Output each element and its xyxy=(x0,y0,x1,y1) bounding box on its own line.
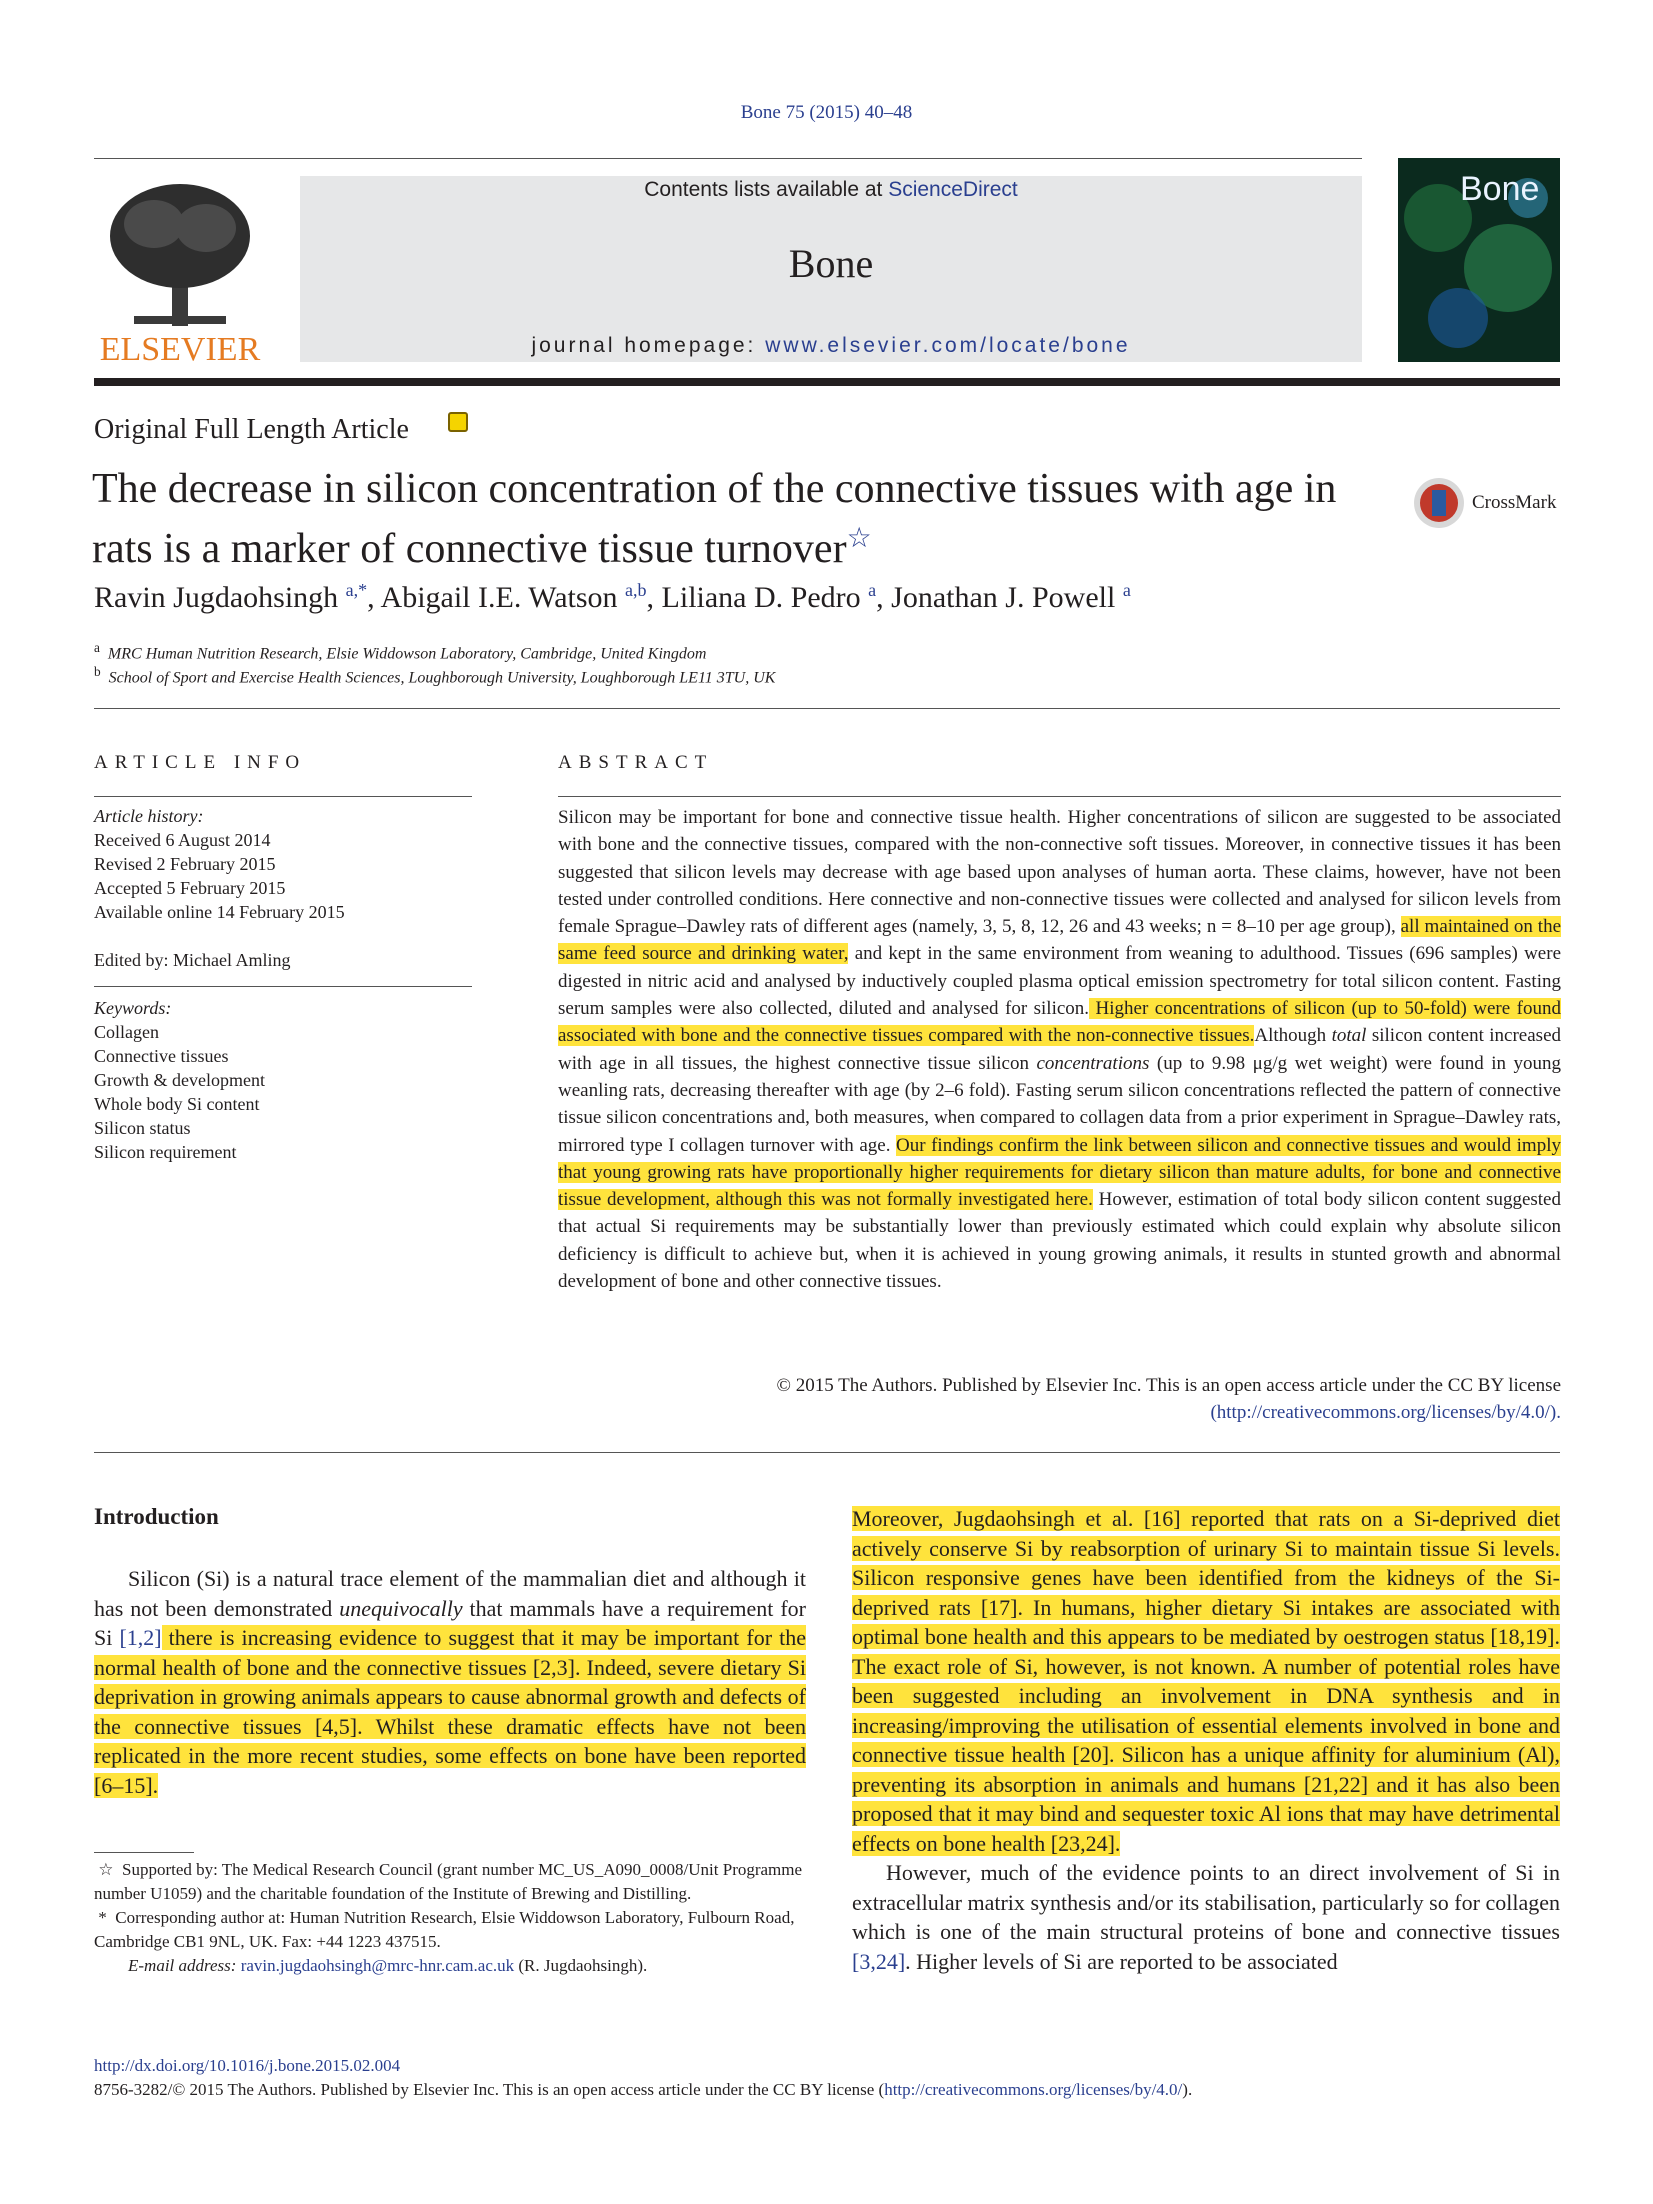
affiliation xyxy=(94,640,706,663)
edited-by: Edited by: Michael Amling xyxy=(94,950,291,970)
keyword: Connective tissues xyxy=(94,1046,229,1066)
author-affiliation-mark[interactable]: a xyxy=(1122,580,1131,600)
divider xyxy=(94,708,1560,709)
author-affiliation-mark[interactable]: a,b xyxy=(625,580,647,600)
abstract-emphasis: concentrations xyxy=(1036,1052,1150,1074)
elsevier-tree-logo xyxy=(94,176,266,366)
license-link[interactable]: (http://creativecommons.org/licenses/by/4.0/). xyxy=(1210,1402,1561,1423)
intro-left-column xyxy=(94,1564,806,1800)
elsevier-wordmark: ELSEVIER xyxy=(99,331,261,366)
author-name: Liliana D. Pedro xyxy=(661,581,861,614)
history-item: Revised 2 February 2015 xyxy=(94,854,276,874)
article-info-heading: ARTICLE INFO xyxy=(94,752,307,773)
intro-text: However, much of the evidence points to an direct involvement of Si in extracellular matrix synthesis and/or its stabilisation, particularly so for collagen which is one of the main structural proteins of bone and connective tissues xyxy=(852,1860,1560,1944)
history-item: Available online 14 February 2015 xyxy=(94,902,345,922)
article-title-text: The decrease in silicon concentration of the connective tissues with age in rats is a marker of connective tissue turnover xyxy=(92,466,1337,572)
title-star-icon[interactable]: ☆ xyxy=(846,523,872,554)
sciencedirect-link[interactable]: ScienceDirect xyxy=(888,178,1018,201)
abstract-part: Silicon may be important for bone and connective tissue health. Higher concentrations of silicon are suggested to be associated with bone and the connective tissues, compared with the non-connective soft tissues. Moreover, in connective tissues it has been suggested that silicon levels may decrease with age based upon analyses of human aorta. These claims, however, have not been tested under controlled conditions. Here connective and non-connective tissues were collected and analysed for silicon levels from female Sprague–Dawley rats of different ages (namely, 3, 5, 8, 12, 26 and 43 weeks; n = 8–10 per age group), xyxy=(558,807,1561,938)
intro-paragraph xyxy=(852,1858,1560,1976)
intro-text: . Higher levels of Si are reported to be associated xyxy=(905,1948,1338,1974)
intro-emphasis: unequivocally xyxy=(339,1595,463,1621)
author-name: Abigail I.E. Watson xyxy=(380,581,618,614)
cover-title: Bone xyxy=(1460,170,1540,208)
author-affiliation-mark[interactable]: a xyxy=(868,580,877,600)
history-label: Article history: xyxy=(94,806,204,826)
footnote-text: Supported by: The Medical Research Council (grant number MC_US_A090_0008/Unit Programme number U1059) and the charitable foundation of the Institute of Brewing and Distilling. xyxy=(94,1860,803,1903)
divider xyxy=(558,796,1561,797)
footnotes xyxy=(94,1858,806,1978)
intro-paragraph xyxy=(94,1564,806,1800)
abstract-copyright xyxy=(558,1372,1561,1426)
keywords xyxy=(94,996,265,1164)
divider xyxy=(94,796,472,797)
abstract-part: (up to 9.98 μg/g wet weight) were found in young weanling rats, decreasing thereafter with age (by 2–6 fold). Fasting serum silicon concentrations reflected the pattern of connective tissue silicon concentrations and, both measures, when compared to collagen data from a prior experiment in Sprague–Dawley rats, mirrored type I collagen turnover with age. xyxy=(558,1052,1561,1156)
keywords-label: Keywords: xyxy=(94,998,172,1018)
footnote-mark: ☆ xyxy=(98,1860,114,1879)
abstract-heading: ABSTRACT xyxy=(558,752,714,773)
author-list: Ravin Jugdaohsingh $^{a,*}$, Abigail I.E. Watson $^{a,b}$, Liliana D. Pedro $^a$, Jonathan J. Powell $^a$ xyxy=(94,580,1131,614)
footnote-rule xyxy=(94,1852,194,1853)
citation-link[interactable]: [1,2] xyxy=(119,1625,162,1650)
abstract-emphasis: total xyxy=(1331,1025,1367,1047)
footnote-mark: * xyxy=(98,1908,107,1927)
email-suffix: (R. Jugdaohsingh). xyxy=(514,1956,648,1975)
issn-end: ). xyxy=(1182,2080,1193,2099)
copyright-text: © 2015 The Authors. Published by Elsevier Inc. This is an open access article under the CC BY license xyxy=(776,1375,1561,1396)
intro-text: Silicon (Si) is a natural trace element of the mammalian diet and although it has not been demonstrated xyxy=(94,1566,806,1621)
affiliation xyxy=(94,664,775,687)
email-label: E-mail address: xyxy=(128,1956,237,1975)
keyword: Whole body Si content xyxy=(94,1094,260,1114)
author-name: Ravin Jugdaohsingh xyxy=(94,581,339,614)
abstract-part: However, estimation of total body silicon content suggested that actual Si requirements may be substantially lower than previously estimated which could explain why absolute silicon deficiency is difficult to achieve but, when it is achieved in young growing animals, it results in stunted growth and abnormal development of bone and other connective tissues. xyxy=(558,1189,1561,1293)
keyword: Silicon requirement xyxy=(94,1142,237,1162)
intro-text: that mammals have a requirement for Si xyxy=(94,1595,806,1650)
crossmark-label: CrossMark xyxy=(1472,492,1557,513)
funding-footnote xyxy=(94,1858,806,1906)
abstract-part: silicon content increased with age in all tissues, the highest connective tissue silicon xyxy=(558,1025,1561,1074)
intro-highlight[interactable]: there is increasing evidence to suggest that it may be important for the normal health of bone and the connective tissues [2,3]. Indeed, severe dietary Si deprivation in growing animals appears to cause abnormal growth and defects of the connective tissues [4,5]. Whilst these dramatic effects have not been replicated in the more recent studies, some effects on bone have been reported [6–15]. xyxy=(94,1625,806,1798)
footnote-text: Corresponding author at: Human Nutrition Research, Elsie Widdowson Laboratory, Fulbourn Road, Cambridge CB1 9NL, UK. Fax: +44 1223 437515. xyxy=(94,1908,795,1951)
issn-text: 8756-3282/© 2015 The Authors. Published by Elsevier Inc. This is an open access article under the CC BY license ( xyxy=(94,2080,885,2099)
journal-homepage xyxy=(300,334,1362,358)
divider xyxy=(94,986,472,987)
keyword: Silicon status xyxy=(94,1118,191,1138)
citation-link[interactable]: [3,24] xyxy=(852,1948,906,1974)
corresponding-footnote xyxy=(94,1906,806,1954)
abstract-highlight[interactable]: Our findings confirm the link between silicon and connective tissues and would imply that young growing rats have proportionally higher requirements for dietary silicon than mature adults, for bone and connective tissue development, although this was not formally investigated here. xyxy=(558,1134,1561,1211)
doi-link[interactable]: http://dx.doi.org/10.1016/j.bone.2015.02.004 xyxy=(94,2056,401,2075)
affiliation-text: MRC Human Nutrition Research, Elsie Widdowson Laboratory, Cambridge, United Kingdom xyxy=(107,645,707,663)
email-link[interactable]: ravin.jugdaohsingh@mrc-hnr.cam.ac.uk xyxy=(240,1956,515,1975)
affiliation-text: School of Sport and Exercise Health Sciences, Loughborough University, Loughborough LE11 3TU, UK xyxy=(108,669,776,687)
article-type: Original Full Length Article xyxy=(94,414,409,445)
author-name: Jonathan J. Powell xyxy=(891,581,1116,614)
divider xyxy=(94,1452,1560,1453)
abstract-highlight[interactable]: Higher concentrations of silicon (up to 50-fold) were found associated with bone and the connective tissues compared with the non-connective tissues. xyxy=(558,998,1562,1047)
history-item: Accepted 5 February 2015 xyxy=(94,878,286,898)
affiliation-mark: b xyxy=(94,664,101,679)
keyword: Growth & development xyxy=(94,1070,265,1090)
homepage-link[interactable]: www.elsevier.com/locate/bone xyxy=(765,334,1131,357)
history-item: Received 6 August 2014 xyxy=(94,830,271,850)
contents-prefix: Contents lists available at xyxy=(644,178,889,201)
journal-reference[interactable]: Bone 75 (2015) 40–48 xyxy=(740,102,913,123)
header-rule xyxy=(94,158,1362,159)
affiliation-mark: a xyxy=(94,640,100,655)
article-history xyxy=(94,804,345,972)
abstract-highlight[interactable]: all maintained on the same feed source and drinking water, xyxy=(558,916,1561,965)
keyword: Collagen xyxy=(94,1022,159,1042)
intro-paragraph xyxy=(852,1504,1560,1858)
contents-line xyxy=(300,178,1362,202)
abstract-part: Although xyxy=(1254,1025,1332,1047)
header-thick-rule xyxy=(94,378,1560,386)
journal-name: Bone xyxy=(788,241,874,286)
intro-highlight[interactable]: Moreover, Jugdaohsingh et al. [16] reported that rats on a Si-deprived diet actively conserve Si by reabsorption of urinary Si to maintain tissue Si levels. Silicon responsive genes have been identified from the kidneys of the Si-deprived rats [17]. In humans, higher dietary Si intakes are associated with optimal bone health and this appears to be mediated by oestrogen status [18,19]. The exact role of Si, however, is not known. A number of potential roles have been suggested including an involvement in DNA synthesis and in increasing/improving the utilisation of essential elements involved in bone and connective tissue health [20]. Silicon has a unique affinity for aluminium (Al), preventing its absorption in animals and humans [21,22] and it has also been proposed that it may bind and sequester toxic Al ions that may have detrimental effects on bone health [23,24]. xyxy=(852,1506,1560,1856)
intro-right-column xyxy=(852,1504,1560,1976)
homepage-prefix: journal homepage: xyxy=(531,334,766,357)
abstract-text xyxy=(558,804,1561,1295)
abstract-part: and kept in the same environment from weaning to adulthood. Tissues (696 samples) were digested in nitric acid and analysed by inductively coupled plasma optical emission spectrometry for total silicon content. Fasting serum samples were also collected, diluted and analysed for silicon. xyxy=(558,943,1562,1020)
footer-license-link[interactable]: http://creativecommons.org/licenses/by/4.0/ xyxy=(884,2080,1183,2099)
issn-line xyxy=(94,2080,1192,2100)
crossmark-icon[interactable] xyxy=(1412,476,1466,530)
article-title xyxy=(92,464,1382,574)
introduction-heading: Introduction xyxy=(94,1504,219,1529)
email-footnote xyxy=(94,1954,806,1978)
annotation-note-icon[interactable] xyxy=(448,412,468,432)
author-affiliation-mark[interactable]: a,* xyxy=(345,580,368,600)
